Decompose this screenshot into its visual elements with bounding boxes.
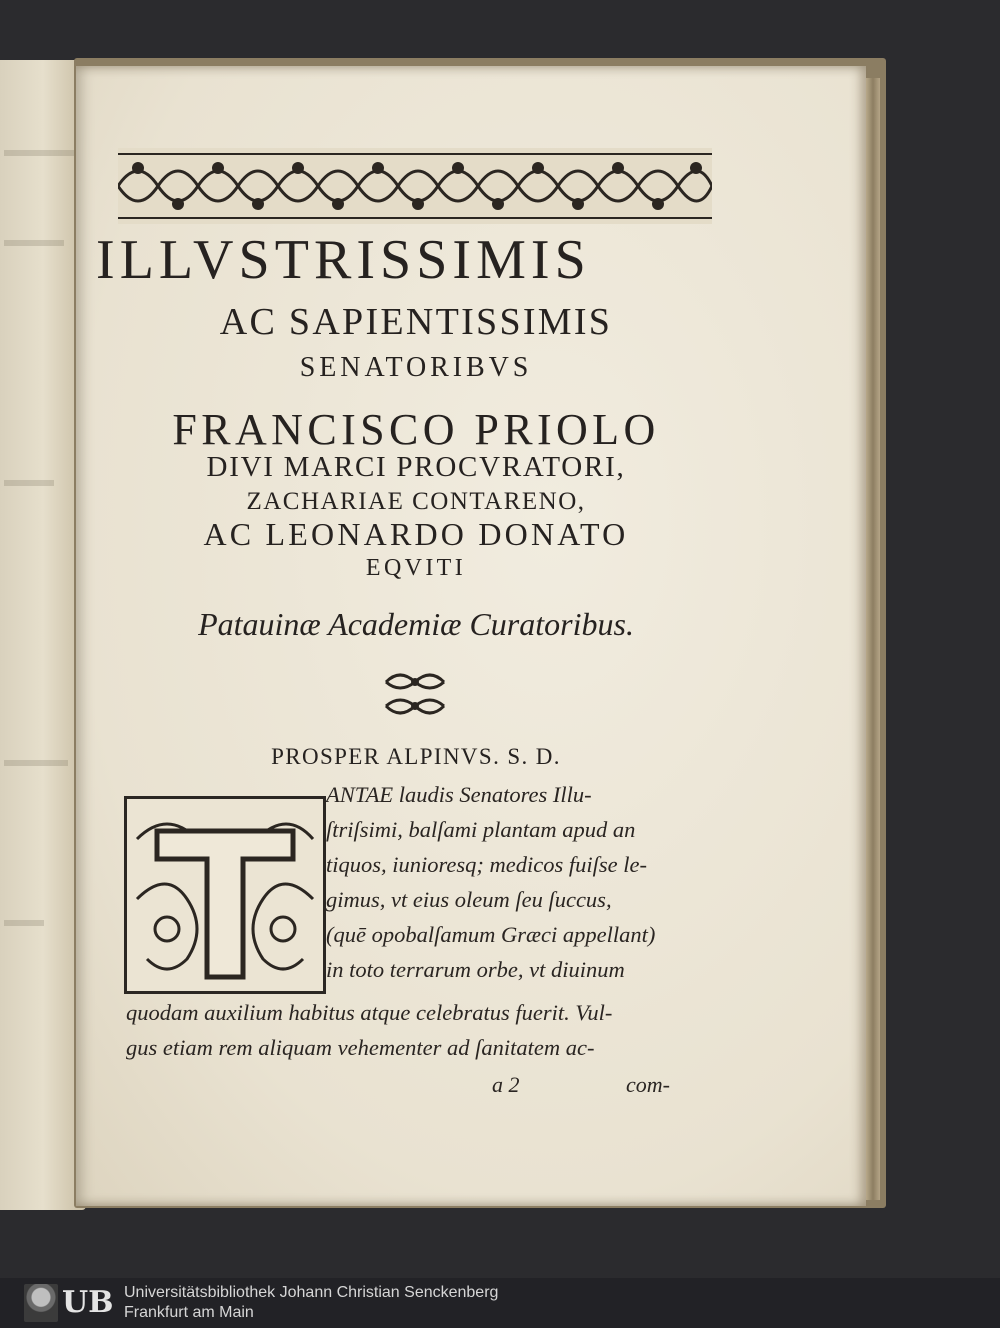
body-line-2: ſtriſsimi, balſami plantam apud an [326, 817, 636, 842]
page-fore-edge [866, 78, 880, 1200]
dedicatee-line-4: AC LEONARDO DONATO [203, 516, 629, 552]
title-line-1: ILLVSTRISSIMIS [96, 229, 591, 291]
headpiece-ornament [118, 148, 712, 224]
salutation: PROSPER ALPINVS. S. D. [271, 744, 561, 769]
signature-mark: a 2 [492, 1072, 520, 1097]
title-line-2: AC SAPIENTISSIMIS [219, 301, 613, 343]
body-line-4: gimus, vt eius oleum ſeu ſuccus, [326, 887, 612, 912]
catchword: com- [626, 1072, 670, 1097]
dedicatee-line-1: FRANCISCO PRIOLO [172, 405, 660, 454]
body-line-3: tiquos, iunioresq; medicos fuiſse le- [326, 852, 647, 877]
dedicatee-line-3: ZACHARIAE CONTARENO, [246, 488, 586, 515]
title-line-3: SENATORIBVS [299, 352, 533, 383]
body-line-7: quodam auxilium habitus atque celebratus fuerit. Vul- [126, 1000, 613, 1025]
body-line-6: in toto terrarum orbe, vt diuinum [326, 957, 625, 982]
library-location: Frankfurt am Main [124, 1304, 254, 1321]
curators-line: Patauinæ Academiæ Curatoribus. [198, 606, 634, 642]
dedicatee-line-2: DIVI MARCI PROCVRATORI, [206, 451, 626, 483]
portrait-icon [24, 1284, 58, 1322]
body-line-5: (quē opobalſamum Græci appellant) [326, 922, 656, 947]
logo-text: UB [62, 1285, 114, 1320]
library-name: Universitätsbibliothek Johann Christian Senckenberg [124, 1284, 499, 1301]
body-line-1: ANTAE laudis Senatores Illu- [326, 782, 592, 807]
dedicatee-line-5: EQVITI [365, 555, 467, 581]
fleuron-ornament [380, 668, 450, 720]
library-logo [24, 1284, 114, 1322]
library-footer [0, 1278, 1000, 1328]
body-line-8: gus etiam rem aliquam vehementer ad ſanitatem ac- [126, 1035, 595, 1060]
decorated-initial-t [124, 796, 326, 994]
